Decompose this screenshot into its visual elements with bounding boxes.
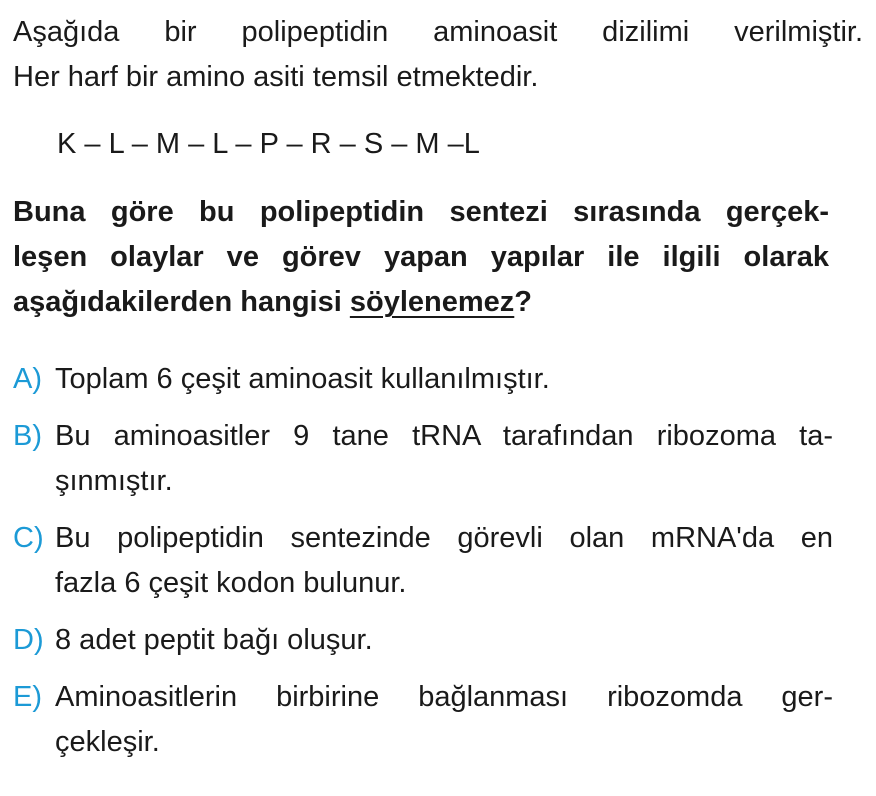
option-d-line-1: 8 adet peptit bağı oluşur. [55, 624, 373, 656]
question-line-1: Buna göre bu polipeptidin sentezi sırasında gerçek- [13, 196, 829, 228]
option-c-line-1: Bu polipeptidin sentezinde görevli olan mRNA'da en [55, 522, 833, 554]
option-c[interactable] [13, 516, 833, 606]
option-b-letter: B) [13, 420, 42, 452]
option-c-letter: C) [13, 522, 44, 554]
option-e-text [55, 675, 833, 765]
option-a[interactable] [13, 357, 833, 402]
amino-acid-sequence: K – L – M – L – P – R – S – M –L [57, 128, 480, 160]
intro-line-1: Aşağıda bir polipeptidin aminoasit dizilimi verilmiştir. [13, 16, 863, 48]
option-a-text [55, 357, 833, 402]
option-d-letter: D) [13, 624, 44, 656]
question-mark: ? [514, 286, 532, 318]
option-e-letter: E) [13, 681, 42, 713]
option-e-line-1: Aminoasitlerin birbirine bağlanması ribozomda ger- [55, 681, 833, 713]
option-e-line-2: çekleşir. [55, 726, 160, 758]
negative-keyword: söylenemez [349, 286, 515, 318]
option-b-line-2: şınmıştır. [55, 465, 173, 497]
option-d-text [55, 618, 833, 663]
option-c-text [55, 516, 833, 606]
option-a-line-1: Toplam 6 çeşit aminoasit kullanılmıştır. [55, 363, 550, 395]
question-stem [13, 190, 829, 325]
option-b-line-1: Bu aminoasitler 9 tane tRNA tarafından ribozoma ta- [55, 420, 833, 452]
option-a-letter: A) [13, 363, 42, 395]
answer-options [13, 357, 833, 777]
intro-text [13, 10, 863, 100]
option-d[interactable] [13, 618, 833, 663]
intro-line-2: Her harf bir amino asiti temsil etmektedir. [13, 61, 539, 93]
question-line-3 [13, 280, 829, 325]
option-b[interactable] [13, 414, 833, 504]
option-c-line-2: fazla 6 çeşit kodon bulunur. [55, 567, 407, 599]
option-b-text [55, 414, 833, 504]
option-e[interactable] [13, 675, 833, 765]
question-line-3-prefix: aşağıdakilerden hangisi [13, 286, 342, 318]
question-line-2: leşen olaylar ve görev yapan yapılar ile ilgili olarak [13, 241, 829, 273]
